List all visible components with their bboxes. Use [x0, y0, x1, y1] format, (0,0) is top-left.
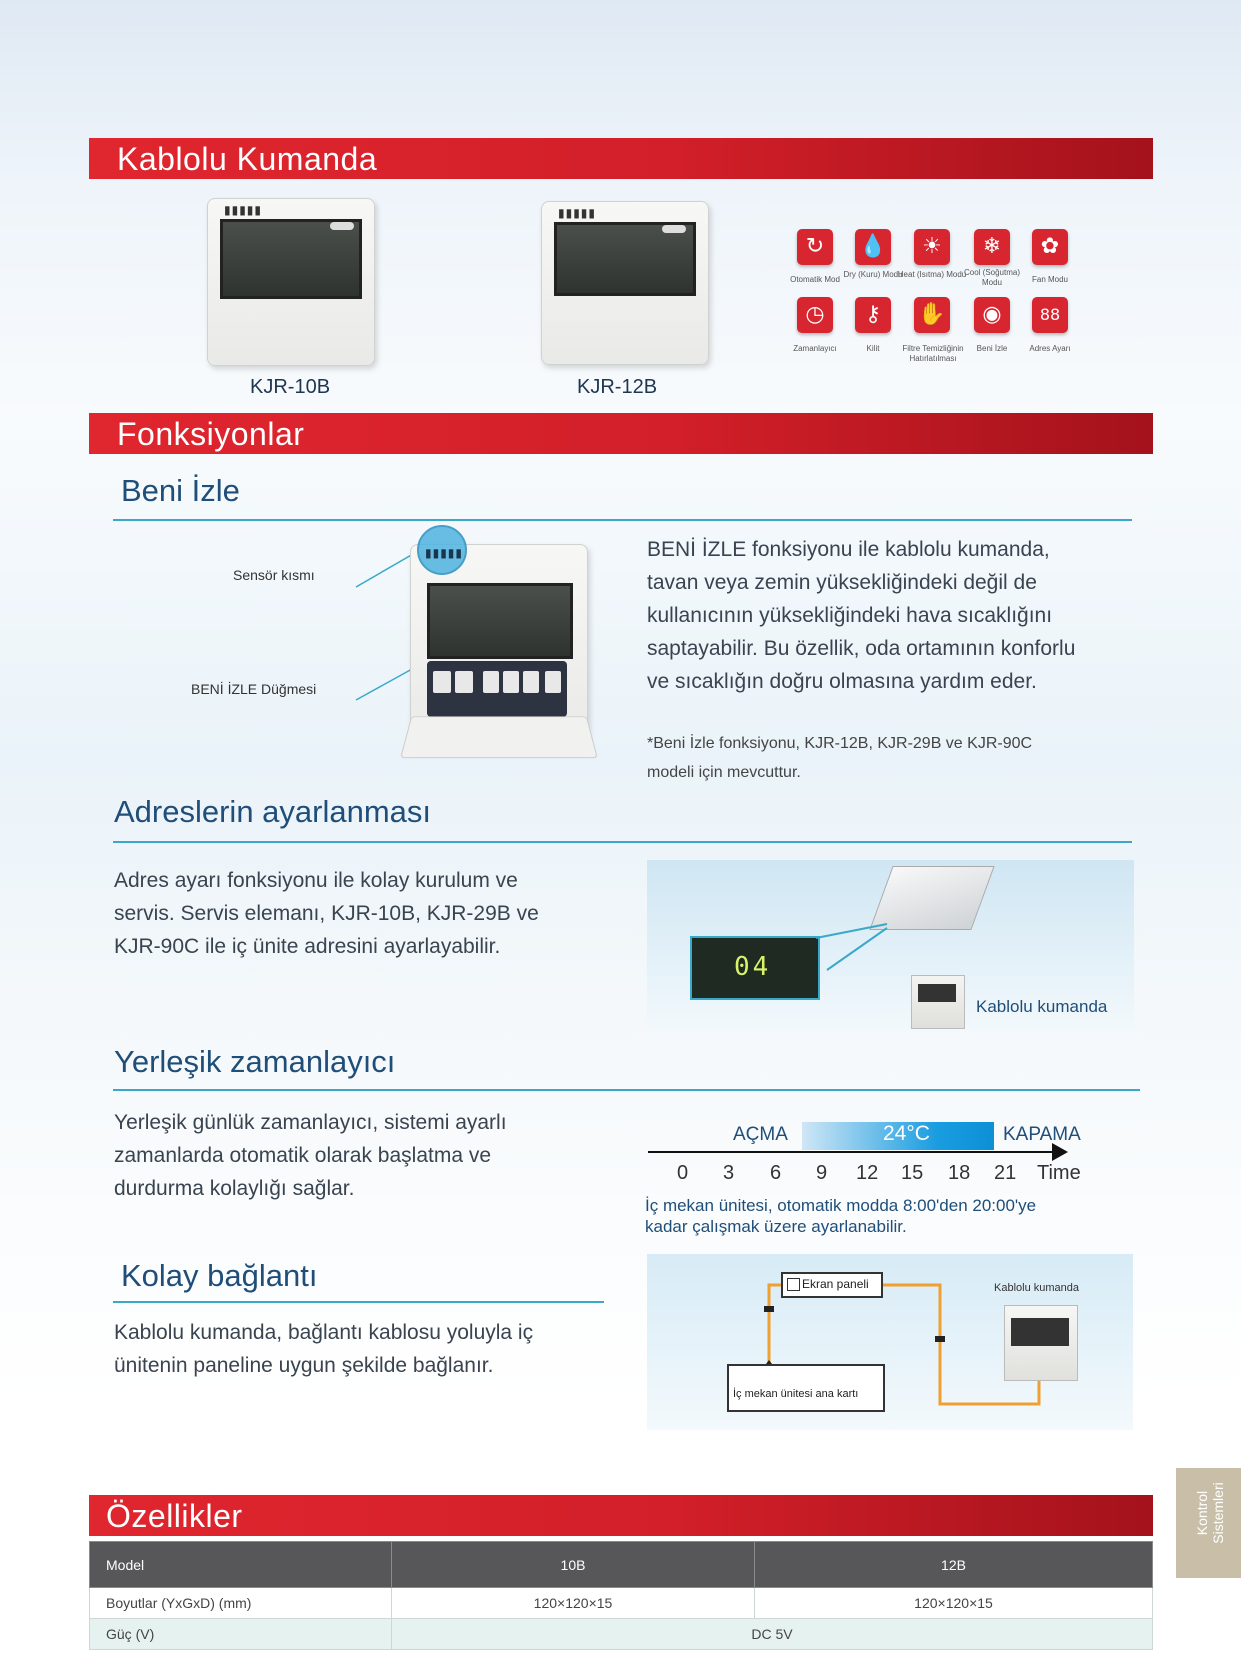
table-row [90, 1619, 1153, 1650]
side-tab-line: Sistemleri [1210, 1482, 1226, 1544]
divider [113, 1301, 604, 1303]
timeline-tick: 0 [677, 1162, 689, 1184]
remote-kjr-12b-image: ▮▮▮▮▮ [541, 201, 709, 365]
table-header-cell: 10B [392, 1542, 755, 1588]
subsection-title-connection: Kolay bağlantı [121, 1258, 318, 1293]
table-header-cell: 12B [755, 1542, 1153, 1588]
timeline-tick: 6 [770, 1162, 782, 1184]
icon-label: Dry (Kuru) Modu [843, 270, 903, 279]
connection-remote-image [1004, 1305, 1078, 1381]
display-panel-box [781, 1272, 883, 1298]
icon-label: Zamanlayıcı [793, 344, 837, 353]
address-display: 04 [734, 952, 772, 982]
callout-sensor: Sensör kısmı [233, 567, 315, 583]
remote-cover [400, 716, 598, 758]
divider [113, 841, 1132, 843]
icon-label: Otomatik Mod [790, 275, 840, 284]
follow-me-note: *Beni İzle fonksiyonu, KJR-12B, KJR-29B ve KJR-90C modeli için mevcuttur. [647, 735, 1033, 781]
icon-label: Filtre Temizliğinin Hatırlatılması [902, 344, 964, 363]
connection-description: Kablolu kumanda, bağlantı kablosu yoluyla iç ünitenin paneline uygun şekilde bağlanır. [114, 1321, 534, 1377]
icon-label: Fan Modu [1031, 275, 1069, 284]
timeline-tick: 3 [723, 1162, 735, 1184]
remote-model-label: KJR-12B [577, 376, 658, 398]
timeline-axis-label: Time [1037, 1162, 1081, 1184]
filter-reminder-icon: ✋ [914, 297, 950, 333]
table-cell: Boyutlar (YxGxD) (mm) [90, 1588, 392, 1619]
section-title: Kablolu Kumanda [117, 141, 378, 177]
table-header-cell: Model [90, 1542, 392, 1588]
section-header-wired-remote [89, 138, 1153, 179]
remote-kjr-10b-image: ▮▮▮▮▮ [207, 198, 375, 366]
main-board-label: İç mekan ünitesi ana kartı [733, 1388, 859, 1400]
timer-description: Yerleşik günlük zamanlayıcı, sistemi ayarlı zamanlarda otomatik olarak başlatma ve durdurma kolaylığı sağlar. [114, 1111, 507, 1200]
section-title: Özellikler [106, 1498, 243, 1534]
timer-temp-label: 24°C [883, 1122, 930, 1145]
side-tab [1176, 1468, 1241, 1578]
wired-remote-image [911, 975, 965, 1029]
follow-me-icon: ◉ [974, 297, 1010, 333]
wired-remote-label: Kablolu kumanda [976, 997, 1108, 1016]
button-panel [427, 661, 567, 717]
timeline-tick: 15 [901, 1162, 924, 1184]
sensor-vents: ▮▮▮▮▮ [425, 546, 464, 560]
timeline-axis [648, 1151, 1060, 1153]
table-cell: 120×120×15 [392, 1588, 755, 1619]
section-header-functions [89, 413, 1153, 454]
icon-label: Cool (Soğutma) Modu [963, 268, 1021, 287]
remote-screen [220, 219, 362, 299]
remote-screen [554, 222, 696, 296]
timeline-tick: 9 [816, 1162, 828, 1184]
subsection-title-address: Adreslerin ayarlanması [114, 794, 432, 829]
connection-remote-label: Kablolu kumanda [994, 1282, 1080, 1294]
callout-follow-me-button: BENİ İZLE Düğmesi [191, 681, 317, 697]
table-header-row [90, 1542, 1153, 1588]
heat-mode-icon: ☀ [914, 229, 950, 265]
table-row [90, 1588, 1153, 1619]
display-panel-label: Ekran paneli [802, 1277, 869, 1291]
auto-mode-icon: ↻ [797, 229, 833, 265]
follow-me-description: BENİ İZLE fonksiyonu ile kablolu kumanda, tavan veya zemin yüksekliğindeki değil de kullanıcının yüksekliğindeki hava sıcaklığını saptayabilir. Bu özellik, oda ortamının konforlu ve sıcaklığın doğru olmasına yardım eder. [647, 538, 1076, 693]
timeline-tick: 18 [948, 1162, 971, 1184]
section-header-specs [89, 1495, 1153, 1536]
side-tab-line: Kontrol [1194, 1490, 1210, 1536]
indoor-main-board-box [727, 1364, 885, 1412]
lock-icon: ⚷ [855, 297, 891, 333]
section-title: Fonksiyonlar [117, 416, 305, 452]
timeline-tick: 21 [994, 1162, 1017, 1184]
timer-on-label: AÇMA [733, 1124, 788, 1145]
icon-label: Heat (Isıtma) Modu [897, 270, 967, 279]
specs-table [89, 1541, 1153, 1650]
timer-icon: ◷ [797, 297, 833, 333]
icon-label: Beni İzle [976, 344, 1008, 353]
timeline-arrow-icon [1052, 1143, 1068, 1161]
timer-caption: İç mekan ünitesi, otomatik modda 8:00'den 20:00'ye kadar çalışmak üzere ayarlanabilir. [645, 1196, 1037, 1236]
remote-screen [427, 583, 573, 659]
dry-mode-icon: 💧 [855, 229, 891, 265]
timeline-tick: 12 [856, 1162, 879, 1184]
table-cell: 120×120×15 [755, 1588, 1153, 1619]
subsection-title-timer: Yerleşik zamanlayıcı [114, 1044, 396, 1079]
table-cell: DC 5V [392, 1619, 1153, 1650]
icon-label: Kilit [866, 344, 880, 353]
address-setting-icon: 88 [1032, 297, 1068, 333]
address-illustration [647, 860, 1134, 1035]
table-cell: Güç (V) [90, 1619, 392, 1650]
timer-off-label: KAPAMA [1003, 1124, 1081, 1145]
remote-model-label: KJR-10B [250, 376, 331, 398]
icon-label: Adres Ayarı [1029, 344, 1071, 353]
fan-mode-icon: ✿ [1032, 229, 1068, 265]
divider [113, 519, 1132, 521]
cool-mode-icon: ❄ [974, 229, 1010, 265]
address-description: Adres ayarı fonksiyonu ile kolay kurulum ve servis. Servis elemanı, KJR-10B, KJR-29B ve KJR-90C ile iç ünite adresini ayarlayabilir. [114, 869, 539, 958]
connection-diagram [647, 1254, 1133, 1430]
divider [113, 1089, 1140, 1091]
subsection-title-follow-me: Beni İzle [121, 473, 240, 508]
